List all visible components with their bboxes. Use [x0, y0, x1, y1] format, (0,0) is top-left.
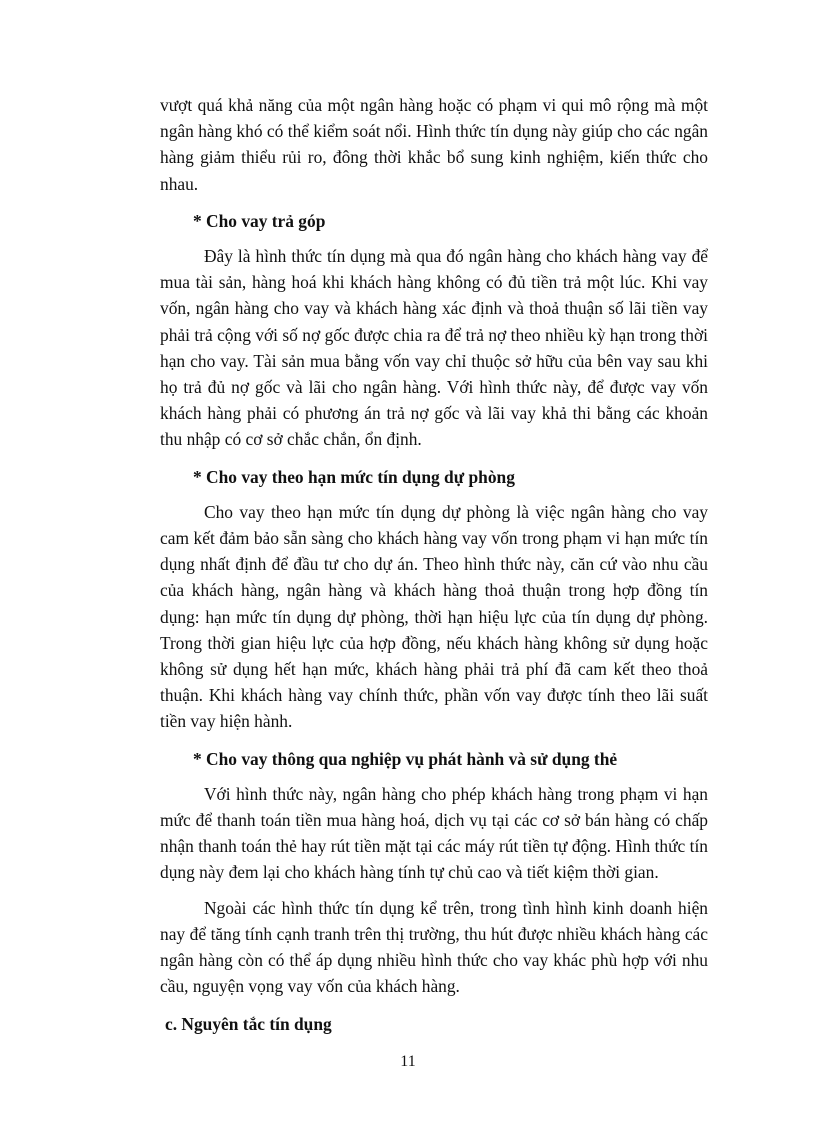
paragraph-installment-loan: Đây là hình thức tín dụng mà qua đó ngân hàng cho khách hàng vay để mua tài sản, hàng hoá khi khách hàng không có đủ tiền trả một lúc. Khi vay vốn, ngân hàng cho vay và khách hàng xác định và thoả thuận số lãi tiền vay phải trả cộng với số nợ gốc được chia ra để trả nợ theo nhiều kỳ hạn trong thời hạn cho vay. Tài sản mua bằng vốn vay chỉ thuộc sở hữu của bên vay sau khi họ trả đủ nợ gốc và lãi cho ngân hàng. Với hình thức này, để được vay vốn khách hàng phải có phương án trả nợ gốc và lãi vay khả thi bằng các khoản thu nhập có cơ sở chắc chắn, ổn định.	[160, 246, 708, 450]
page-number: 11	[400, 1053, 416, 1070]
heading-installment-loan: * Cho vay trả góp	[193, 210, 326, 231]
paragraph-card-lending: Với hình thức này, ngân hàng cho phép khách hàng trong phạm vi hạn mức để thanh toán tiền mua hàng hoá, dịch vụ tại các cơ sở bán hàng có chấp nhận thanh toán thẻ hay rút tiền mặt tại các máy rút tiền tự động. Hình thức tín dụng này đem lại cho khách hàng tính tự chủ cao và tiết kiệm thời gian.	[160, 783, 708, 883]
paragraph-standby-credit: Cho vay theo hạn mức tín dụng dự phòng là việc ngân hàng cho vay cam kết đảm bảo sẵn sàng cho khách hàng vay vốn trong phạm vi hạn mức tín dụng nhất định để đầu tư cho dự án. Theo hình thức này, căn cứ vào nhu cầu của khách hàng, ngân hàng và khách hàng thoả thuận trong hợp đồng tín dụng: hạn mức tín dụng dự phòng, thời hạn hiệu lực của tín dụng dự phòng. Trong thời gian hiệu lực của hợp đồng, nếu khách hàng không sử dụng hoặc không sử dụng hết hạn mức, khách hàng phải trả phí đã cam kết theo thoả thuận. Khi khách hàng vay chính thức, phần vốn vay được tính theo lãi suất tiền vay hiện hành.	[160, 501, 708, 732]
paragraph-intro: vượt quá khả năng của một ngân hàng hoặc có phạm vi qui mô rộng mà một ngân hàng khó có thể kiểm soát nổi. Hình thức tín dụng này giúp cho các ngân hàng giảm thiểu rủi ro, đông thời khắc bổ sung kinh nghiệm, kiến thức cho nhau.	[160, 95, 708, 194]
paragraph-other-forms: Ngoài các hình thức tín dụng kể trên, trong tình hình kinh doanh hiện nay để tăng tính cạnh tranh trên thị trường, thu hút được nhiều khách hàng các ngân hàng còn có thể áp dụng nhiều hình thức cho vay khác phù hợp với nhu cầu, nguyện vọng vay vốn của khách hàng.	[160, 897, 708, 997]
document-body	[160, 92, 708, 1046]
heading-credit-principles: c. Nguyên tắc tín dụng	[165, 1013, 332, 1034]
heading-card-lending: * Cho vay thông qua nghiệp vụ phát hành và sử dụng thẻ	[193, 748, 618, 769]
heading-standby-credit: * Cho vay theo hạn mức tín dụng dự phòng	[193, 466, 515, 487]
